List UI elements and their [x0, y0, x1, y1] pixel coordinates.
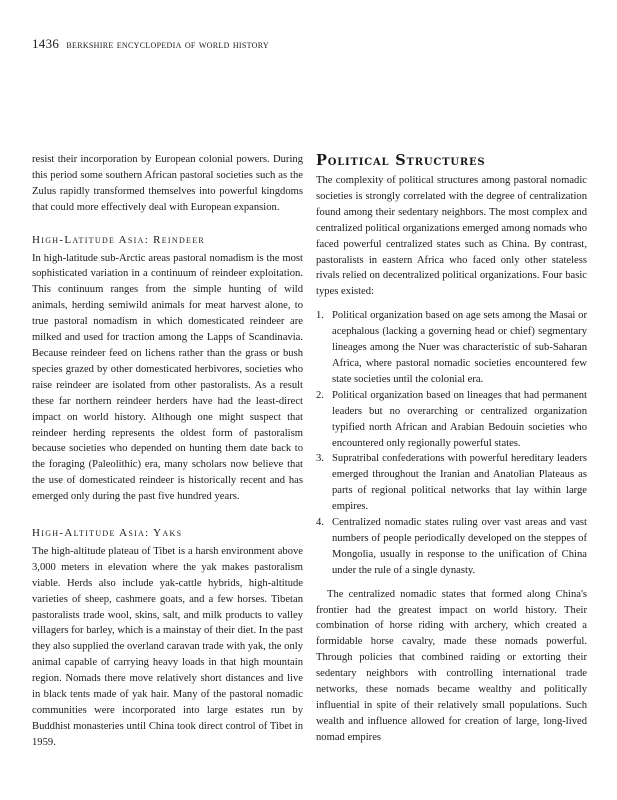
list-item-number: 1. — [316, 310, 324, 322]
list-item — [316, 308, 587, 388]
right-column — [316, 152, 587, 746]
list-item — [316, 451, 587, 515]
section-heading-reindeer: High-Latitude Asia: Reindeer — [32, 233, 206, 246]
political-intro-paragraph: The complexity of political structures among pastoral nomadic societies is strongly correlated with the degree of centralization found among their sedentary neighbors. The most complex and centralized political organizations emerged among nomads who faced powerful centralized states such as China. By contrast, pastoralists in eastern Africa who faced only other stateless rivals relied on decentralized political organizations. Four basic types existed: — [316, 175, 587, 298]
running-head — [32, 36, 269, 52]
list-item-text: Political organization based on age sets among the Masai or acephalous (lacking a governing head or chief) segmentary lineages among the Nuer was characteristic of sub-Saharan Africa, where pastoral nomadic societies encountered few state societies until the colonial era. — [332, 310, 587, 385]
list-item-text: Political organization based on lineages that had permanent leaders but no overarching or centralized organization typified north African and Arabian Bedouin societies who encountered only regionally powerful states. — [332, 389, 587, 449]
political-types-list — [316, 308, 587, 578]
closing-paragraph: The centralized nomadic states that formed along China's frontier had the greatest impact on world history. Their combination of horse riding with archery, which created a formidable horse cavalry, made these nomads powerful. Through policies that combined raiding or extorting their sedentary neighbors with controlling international trade networks, these nomads became wealthy and politically influential in spite of their relatively small populations. Such wealth and influence allowed for creation of large, long-lived nomad empires — [316, 588, 587, 743]
list-item-text: Centralized nomadic states ruling over vast areas and vast numbers of people periodically developed on the steppes of Mongolia, usually in response to the unification of China under the rule of a single dynasty. — [332, 517, 587, 576]
list-item — [316, 515, 587, 579]
intro-paragraph: resist their incorporation by European colonial powers. During this period some southern African pastoral societies such as the Zulus rapidly transformed themselves into powerful kingdoms that could more effectively deal with European expansion. — [32, 154, 303, 213]
list-item-number: 4. — [316, 517, 324, 529]
section-body-reindeer: In high-latitude sub-Arctic areas pastoral nomadism is the most sophisticated variation in a continuum of reindeer exploitation. This continuum ranges from the simple hunting of wild animals, herding semiwild animals for meat harvest alone, to true pastoral nomadism in which domesticated reindeer are milked and used for traction among the Lapps of Scandinavia. Because reindeer feed on lichens rather than the grass or bush species grazed by other domesticated herbivores, societies who raise reindeer are isolated from other pastoralists. As a result these far northern reindeer herders have had the least-direct impact on world history. Although one might suspect that reindeer herding represents the oldest form of pastoralism because societies who depended on hunting them date back to the foraging (Paleolithic) era, many scholars now believe that the use of domesticated reindeer is historically recent and has emerged only during the past five hundred years. — [32, 252, 303, 503]
book-title: berkshire encyclopedia of world history — [66, 39, 270, 51]
page-number: 1436 — [32, 36, 60, 51]
left-column — [32, 152, 303, 751]
section-body-yaks: The high-altitude plateau of Tibet is a harsh environment above 3,000 meters in elevation where the yak makes pastoralism viable. Herds also include yak-cattle hybrids, high-altitude varieties of sheep, cashmere goats, and a few horses. Tibetan pastoralists trade wool, skins, salt, and milk products to valley villagers for barley, which is a mainstay of their diet. In the past they also supplied the overland caravan trade with yak, the only animal capable of carrying heavy loads in that high mountain region. Nomads there move relatively short distances and live in black tents made of yak hair. Many of the pastoral nomadic communities were incorporated into large estates run by Buddhist monasteries until China took direct control of Tibet in 1959. — [32, 545, 303, 748]
section-heading-yaks: High-Altitude Asia: Yaks — [32, 527, 183, 540]
list-item-number: 3. — [316, 453, 324, 465]
section-heading-political-structures: Political Structures — [316, 152, 486, 169]
list-item-number: 2. — [316, 389, 324, 401]
list-item — [316, 388, 587, 452]
list-item-text: Supratribal confederations with powerful hereditary leaders emerged throughout the Iranian and Anatolian Plateaus as parts of regional political networks that lay within large empires. — [332, 453, 587, 513]
